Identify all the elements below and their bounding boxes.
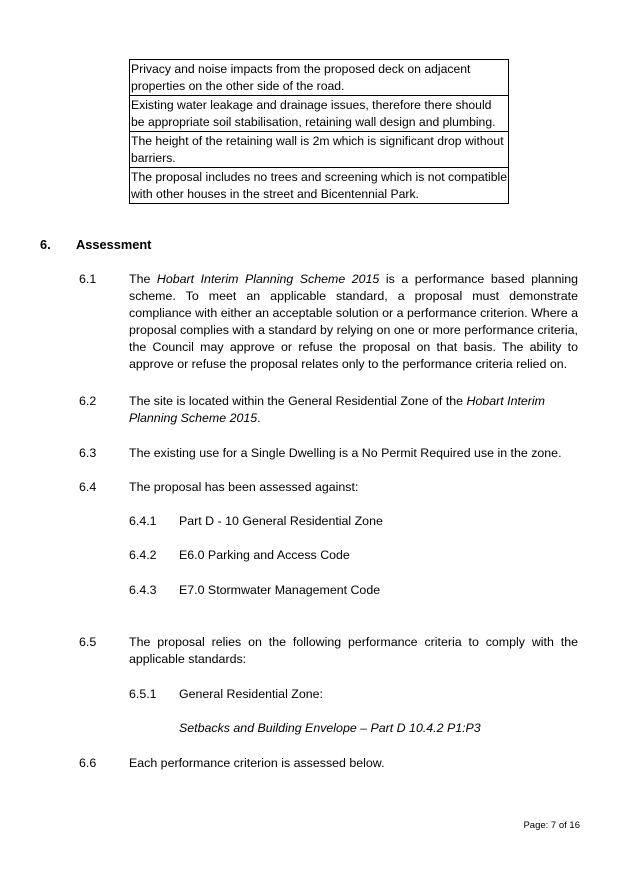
paragraph-6-1 xyxy=(129,271,578,373)
paragraph-number: 6.4 xyxy=(79,480,97,494)
subitem-text: Part D - 10 General Residential Zone xyxy=(179,514,383,528)
subitem-text: E7.0 Stormwater Management Code xyxy=(179,583,381,597)
section-number: 6. xyxy=(40,237,51,252)
scheme-name: Hobart Interim Planning Scheme 2015 xyxy=(156,272,380,286)
paragraph-6-5: The proposal relies on the following performance criteria to comply with the applicable standards: xyxy=(129,635,578,666)
paragraph-6-3: The existing use for a Single Dwelling is a No Permit Required use in the zone. xyxy=(129,446,562,460)
criterion-reference: Setbacks and Building Envelope – Part D 10.4.2 P1:P3 xyxy=(179,721,481,735)
paragraph-number: 6.5 xyxy=(79,635,97,649)
paragraph-text: The site is located within the General Residential Zone of the xyxy=(129,394,467,408)
paragraph-text: . xyxy=(257,411,261,425)
subitem-number: 6.5.1 xyxy=(129,687,157,701)
paragraph-6-6: Each performance criterion is assessed below. xyxy=(129,756,385,770)
scheme-name: Hobart Interim Planning Scheme 2015 xyxy=(129,394,546,425)
subitem-text: General Residential Zone: xyxy=(179,687,323,701)
concerns-table xyxy=(129,59,509,204)
paragraph-6-2 xyxy=(129,393,578,427)
page-number: Page: 7 of 16 xyxy=(523,820,580,831)
section-title: Assessment xyxy=(76,237,152,252)
table-row xyxy=(130,132,509,168)
paragraph-text: is a performance based planning scheme. To meet an applicable standard, a proposal must demonstrate compliance with either an acceptable solution or a performance criterion. Where a proposal complies with a standard by relying on one or more performance criteria, the Council may approve or refuse the proposal on that basis. The ability to approve or refuse the proposal relates only to the performance criteria relied on. xyxy=(129,272,578,371)
subitem-number: 6.4.2 xyxy=(129,548,157,562)
subitem-text: E6.0 Parking and Access Code xyxy=(179,548,350,562)
table-row xyxy=(130,60,509,96)
paragraph-number: 6.1 xyxy=(79,272,97,286)
table-cell: Existing water leakage and drainage issues, therefore there should be appropriate soil stabilisation, retaining wall design and plumbing. xyxy=(130,96,509,132)
subitem-number: 6.4.3 xyxy=(129,583,157,597)
table-cell: The proposal includes no trees and screening which is not compatible with other houses in the street and Bicentennial Park. xyxy=(130,168,509,204)
table-cell: Privacy and noise impacts from the proposed deck on adjacent properties on the other side of the road. xyxy=(130,60,509,96)
paragraph-6-4: The proposal has been assessed against: xyxy=(129,480,359,494)
table-cell: The height of the retaining wall is 2m which is significant drop without barriers. xyxy=(130,132,509,168)
paragraph-number: 6.3 xyxy=(79,446,97,460)
paragraph-text: The xyxy=(129,272,157,286)
paragraph-number: 6.6 xyxy=(79,756,97,770)
subitem-number: 6.4.1 xyxy=(129,514,157,528)
paragraph-number: 6.2 xyxy=(79,394,97,408)
table-row xyxy=(130,168,509,204)
table-row xyxy=(130,96,509,132)
